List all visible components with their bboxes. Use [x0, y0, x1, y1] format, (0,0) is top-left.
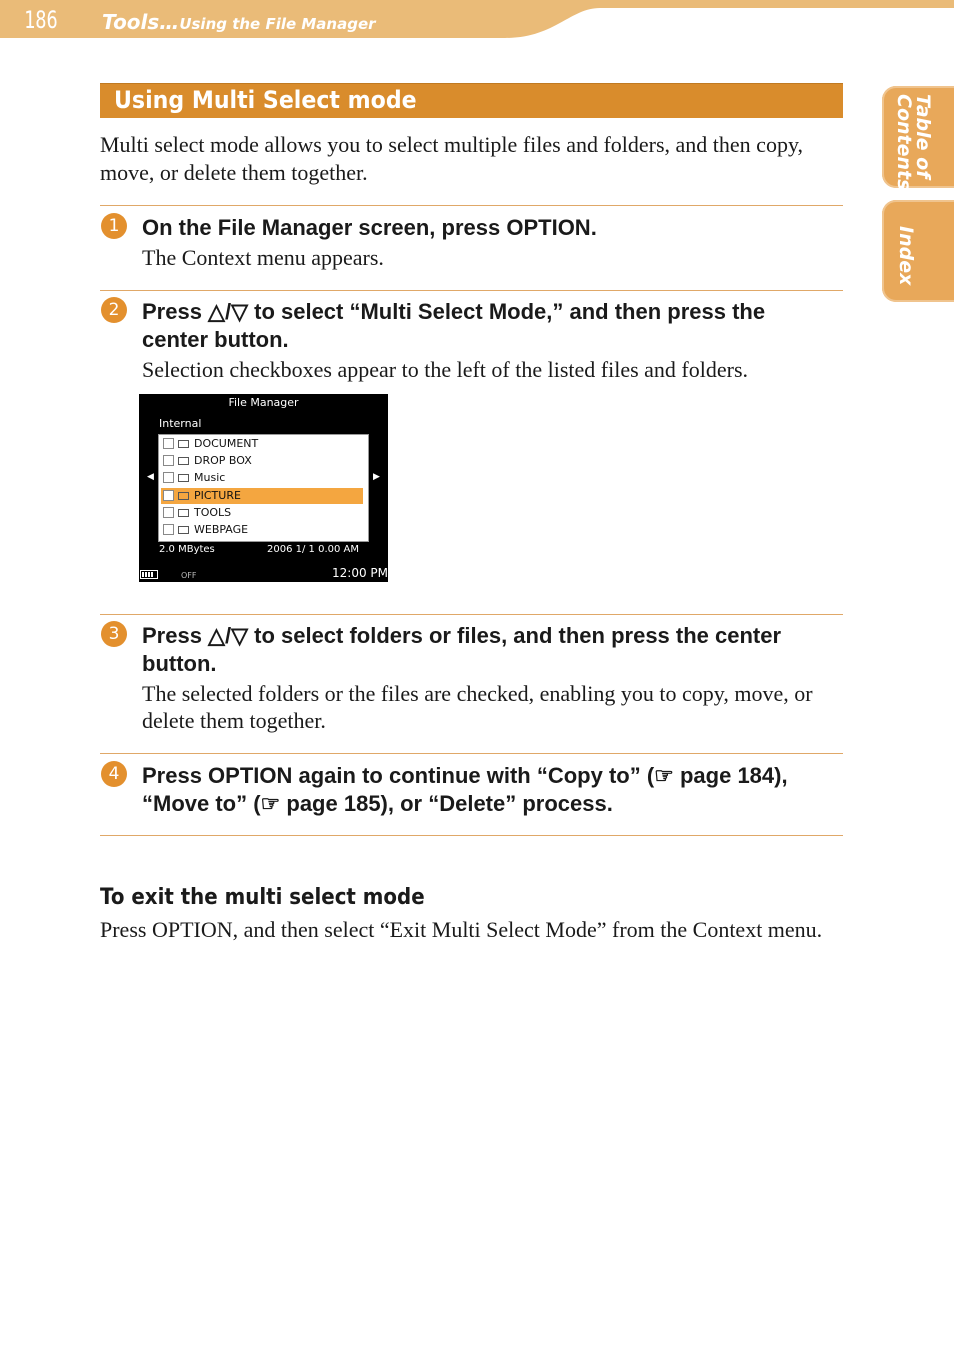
- step-4-heading[interactable]: Press OPTION again to continue with “Copy to” (☞ page 184), “Move to” (☞ page 185), or “Delete” process.: [142, 763, 788, 816]
- divider: [100, 290, 843, 291]
- exit-body: Press OPTION, and then select “Exit Multi Select Mode” from the Context menu.: [100, 917, 823, 942]
- page-number: 186: [24, 6, 58, 34]
- step-3-body: The selected folders or the files are checked, enabling you to copy, move, or delete them together.: [142, 681, 813, 733]
- file-date: 2006 1/ 1 0.00 AM: [267, 544, 359, 555]
- list-item-selected: PICTURE: [161, 488, 363, 504]
- step-2-heading: Press △/▽ to select “Multi Select Mode,” and then press the center button.: [142, 299, 766, 352]
- folder-icon: [178, 474, 189, 482]
- file-list: [158, 434, 369, 542]
- list-item: WEBPAGE: [161, 522, 363, 538]
- divider: [100, 753, 843, 754]
- screen-title: File Manager: [228, 396, 299, 409]
- step-number-3: 3: [101, 621, 127, 647]
- left-arrow-icon: ◀: [147, 472, 154, 482]
- list-item: TOOLS: [161, 505, 363, 521]
- step-2-body: Selection checkboxes appear to the left of the listed files and folders.: [142, 357, 749, 382]
- step-3-heading: Press △/▽ to select folders or files, and then press the center button.: [142, 623, 782, 676]
- step-1-heading: On the File Manager screen, press OPTION.: [142, 215, 597, 240]
- step-number-1: 1: [101, 213, 127, 239]
- checkbox-icon: [163, 472, 174, 483]
- breadcrumb[interactable]: [102, 10, 376, 34]
- step-1-body: The Context menu appears.: [142, 245, 384, 270]
- folder-icon: [178, 509, 189, 517]
- exit-title: To exit the multi select mode: [100, 885, 425, 910]
- section-title-bar: [100, 83, 843, 118]
- checkbox-icon: [163, 490, 174, 501]
- right-arrow-icon: ▶: [373, 472, 380, 482]
- storage-size: 2.0 MBytes: [159, 544, 215, 555]
- list-item: DROP BOX: [161, 453, 363, 469]
- divider: [100, 835, 843, 836]
- checkbox-icon: [163, 455, 174, 466]
- table-of-contents-label: Table of Contents: [893, 94, 934, 191]
- divider: [100, 205, 843, 206]
- list-item: Music: [161, 470, 363, 486]
- folder-icon: [178, 526, 189, 534]
- table-of-contents-tab[interactable]: [882, 86, 954, 191]
- step-number-4: 4: [101, 761, 127, 787]
- folder-icon: [178, 492, 189, 500]
- section-title: Using Multi Select mode: [114, 86, 417, 114]
- checkbox-icon: [163, 507, 174, 518]
- index-label: Index: [895, 226, 917, 286]
- list-item: DOCUMENT: [161, 436, 363, 452]
- folder-icon: [178, 440, 189, 448]
- divider: [100, 614, 843, 615]
- breadcrumb-main[interactable]: Tools…: [102, 10, 180, 34]
- checkbox-icon: [163, 438, 174, 449]
- step-number-2: 2: [101, 297, 127, 323]
- screen-location: Internal: [159, 417, 202, 430]
- index-tab[interactable]: [882, 200, 954, 302]
- battery-icon: [140, 570, 158, 579]
- breadcrumb-sub[interactable]: Using the File Manager: [179, 15, 376, 33]
- file-manager-screenshot: [139, 394, 388, 582]
- checkbox-icon: [163, 524, 174, 535]
- clock: 12:00 PM: [332, 566, 388, 580]
- wireless-status: OFF: [181, 571, 197, 580]
- folder-icon: [178, 457, 189, 465]
- section-intro: Multi select mode allows you to select multiple files and folders, and then copy, move, or delete them together.: [100, 132, 804, 185]
- page-header: [0, 0, 954, 40]
